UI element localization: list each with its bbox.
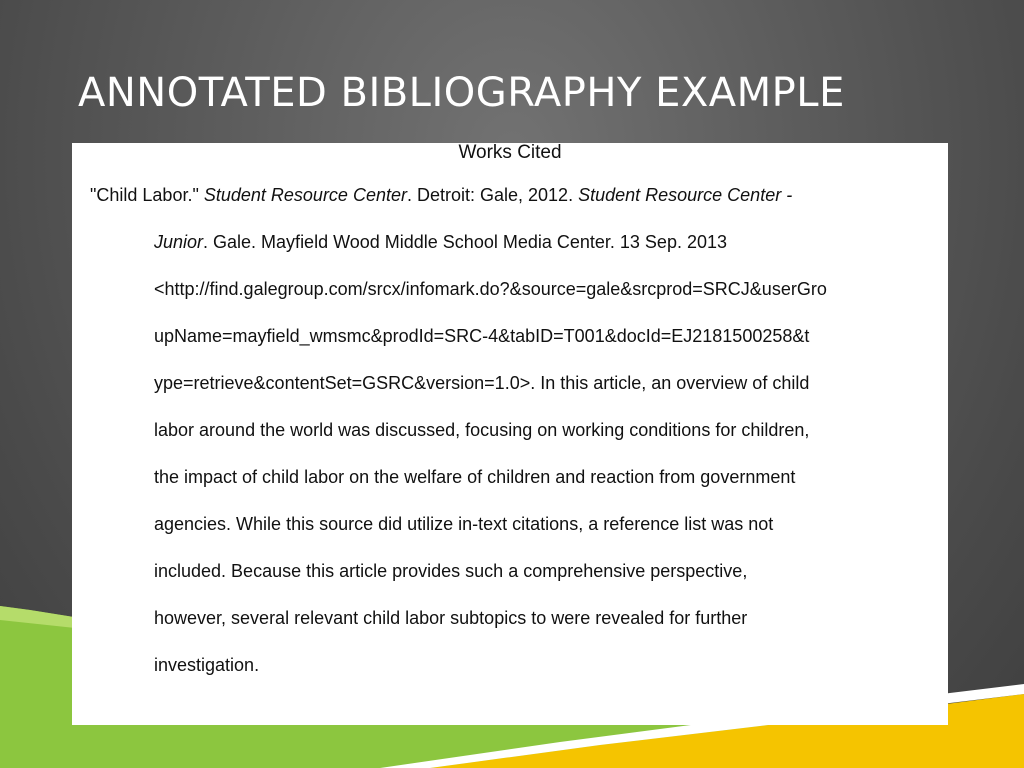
works-cited-heading: Works Cited xyxy=(458,142,562,163)
citation-line xyxy=(154,279,827,299)
italic-title-text: Junior xyxy=(154,232,204,252)
italic-title-text: Student Resource Center - xyxy=(578,185,793,205)
works-cited-document xyxy=(72,143,948,725)
citation-line xyxy=(90,185,792,205)
citation-text: ype=retrieve&contentSet=GSRC&version=1.0>. In this article, an overview of child xyxy=(154,373,810,393)
citation-line xyxy=(154,373,809,393)
citation-text: "Child Labor." xyxy=(90,185,204,205)
citation-text: however, several relevant child labor subtopics to were revealed for further xyxy=(154,608,748,628)
citation-line xyxy=(154,326,809,346)
citation-line xyxy=(154,467,795,487)
citation-text: . Gale. Mayfield Wood Middle School Media Center. 13 Sep. 2013 xyxy=(203,232,727,252)
citation-text: labor around the world was discussed, focusing on working conditions for children, xyxy=(154,420,810,440)
citation-text: <http://find.galegroup.com/srcx/infomark.do?&source=gale&srcprod=SRCJ&userGro xyxy=(154,279,827,299)
citation-line xyxy=(154,655,259,675)
citation-text: the impact of child labor on the welfare of children and reaction from government xyxy=(154,467,796,487)
citation-text: agencies. While this source did utilize in-text citations, a reference list was not xyxy=(154,514,774,534)
citation-line xyxy=(154,420,809,440)
slide-title: ANNOTATED BIBLIOGRAPHY EXAMPLE xyxy=(78,70,845,116)
citation-text: . Detroit: Gale, 2012. xyxy=(406,185,579,205)
citation-text: upName=mayfield_wmsmc&prodId=SRC-4&tabID=T001&docId=EJ2181500258&t xyxy=(154,326,810,346)
citation-line xyxy=(154,608,747,628)
citation-line xyxy=(154,232,727,252)
italic-title-text: Student Resource Center xyxy=(203,185,407,205)
citation-line xyxy=(154,561,747,581)
citation-line xyxy=(154,514,773,534)
citation-text: investigation. xyxy=(154,655,260,675)
citation-text: included. Because this article provides such a comprehensive perspective, xyxy=(154,561,748,581)
